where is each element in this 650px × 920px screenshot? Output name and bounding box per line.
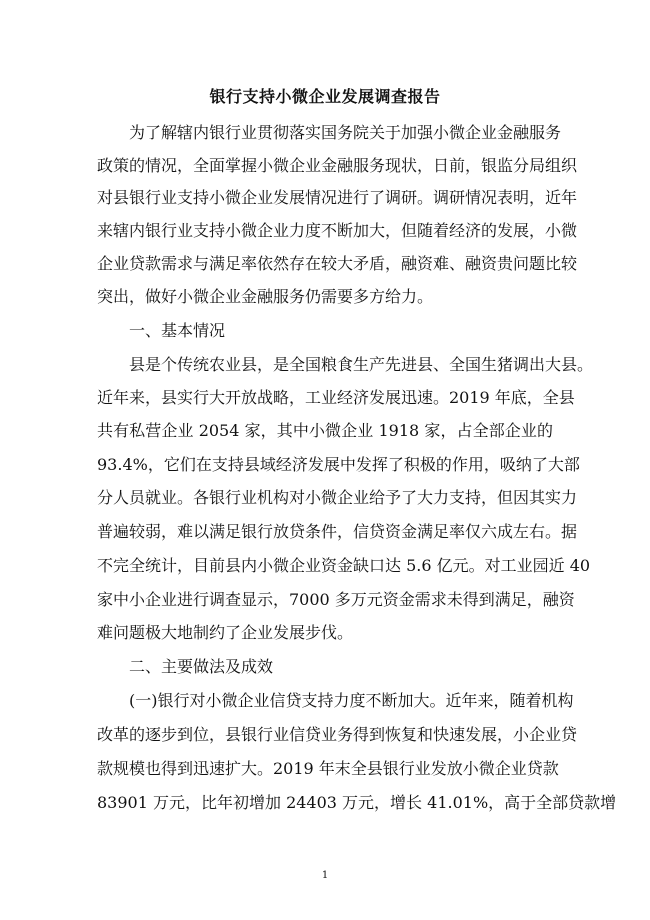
paragraph-line: 款规模也得到迅速扩大。2019 年末全县银行业发放小微企业贷款 bbox=[97, 759, 559, 778]
page-number: 1 bbox=[321, 870, 329, 881]
paragraph-line: 家中小企业进行调查显示，7000 多万元资金需求未得到满足，融资 bbox=[97, 590, 575, 609]
paragraph-line: 普遍较弱，难以满足银行放贷条件，信贷资金满足率仅六成左右。据 bbox=[97, 522, 578, 541]
document-title: 银行支持小微企业发展调查报告 bbox=[209, 87, 441, 106]
paragraph-line: 改革的逐步到位，县银行业信贷业务得到恢复和快速发展，小企业贷 bbox=[97, 725, 578, 744]
paragraph-line: 分人员就业。各银行业机构对小微企业给予了大力支持，但因其实力 bbox=[97, 488, 578, 507]
paragraph-line: 政策的情况，全面掌握小微企业金融服务现状，日前，银监分局组织 bbox=[97, 156, 578, 175]
paragraph-line: 93.4%，它们在支持县域经济发展中发挥了积极的作用，吸纳了大部 bbox=[97, 455, 580, 474]
paragraph-line: (一)银行对小微企业信贷支持力度不断加大。近年来，随着机构 bbox=[129, 691, 574, 710]
paragraph-line: 突出，做好小微企业金融服务仍需要多方给力。 bbox=[97, 287, 434, 306]
section-heading: 一、基本情况 bbox=[129, 321, 226, 340]
paragraph-line: 县是个传统农业县，是全国粮食生产先进县、全国生猪调出大县。 bbox=[129, 355, 594, 374]
paragraph-line: 不完全统计，目前县内小微企业资金缺口达 5.6 亿元。对工业园近 40 bbox=[97, 556, 591, 575]
paragraph-line: 来辖内银行业支持小微企业力度不断加大，但随着经济的发展，小微 bbox=[97, 221, 578, 240]
paragraph-line: 共有私营企业 2054 家，其中小微企业 1918 家，占全部企业的 bbox=[97, 421, 553, 440]
section-heading: 二、主要做法及成效 bbox=[129, 657, 274, 676]
paragraph-line: 为了解辖内银行业贯彻落实国务院关于加强小微企业金融服务 bbox=[129, 123, 562, 142]
paragraph-line: 近年来，县实行大开放战略，工业经济发展迅速。2019 年底，全县 bbox=[97, 388, 575, 407]
paragraph-line: 对县银行业支持小微企业发展情况进行了调研。调研情况表明，近年 bbox=[97, 188, 578, 207]
paragraph-line: 83901 万元，比年初增加 24403 万元，增长 41.01%，高于全部贷款增 bbox=[97, 793, 617, 812]
paragraph-line: 企业贷款需求与满足率依然存在较大矛盾，融资难、融资贵问题比较 bbox=[97, 254, 578, 273]
paragraph-line: 难问题极大地制约了企业发展步伐。 bbox=[97, 623, 354, 642]
